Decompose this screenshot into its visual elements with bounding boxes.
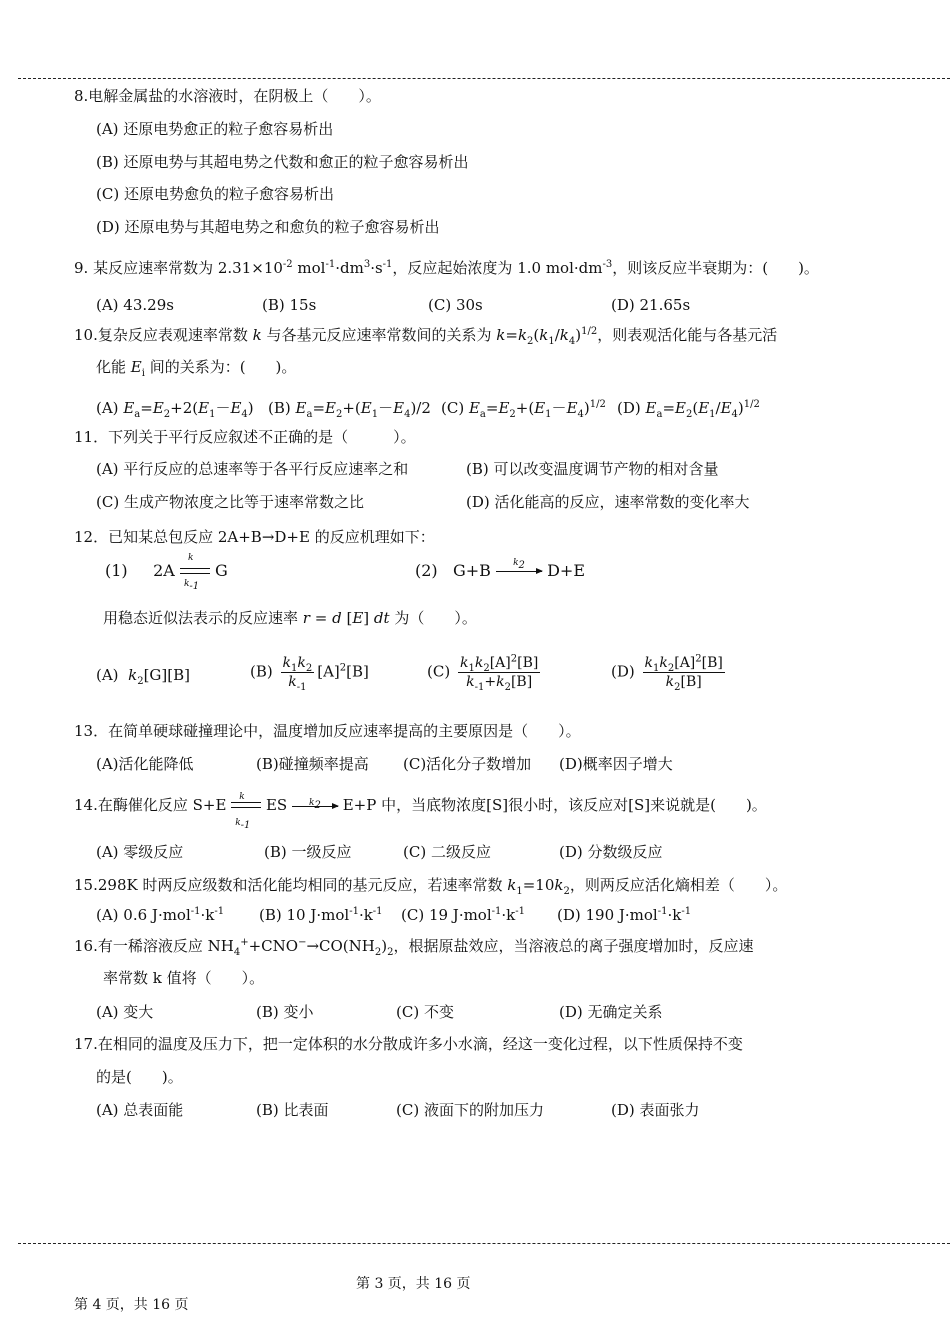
question-10-stem-line2: 化能 $E_i$ 间的关系为：( )。 [96, 358, 297, 379]
question-17-option-b: (B) 比表面 [256, 1101, 329, 1119]
question-12-rate-expression: 用稳态近似法表示的反应速率 r = d [E] dt 为（ ）。 [103, 609, 477, 627]
question-11-option-b: (B) 可以改变温度调节产物的相对含量 [466, 460, 719, 478]
question-12-option-d: (D) $\frac{k_1k_2[A]^2[B]}{k_2[B]}$ [611, 653, 723, 693]
question-15-stem: 15.298K 时两反应级数和活化能均相同的基元反应，若速率常数 $k_1=10k_2$，则两反应活化熵相差（ ）。 [74, 876, 788, 897]
question-13-option-c: (C)活化分子数增加 [403, 755, 532, 773]
question-16-option-b: (B) 变小 [256, 1003, 314, 1021]
question-16-option-d: (D) 无确定关系 [559, 1003, 663, 1021]
question-8-option-a: (A) 还原电势愈正的粒子愈容易析出 [96, 120, 334, 138]
question-16-stem-line2: 率常数 k 值将（ ）。 [103, 969, 265, 987]
question-12-option-b: (B) $\frac{k_1k_2}{k_{-1}}$ $[A]^2[B]$ [250, 655, 369, 693]
question-9-stem: 9. 某反应速率常数为 $2.31\times 10^{-2}$ $mol^{-1}\cdot dm^3\cdot s^{-1}$，反应起始浓度为 1.0 $mol\cdot dm^{-3}$，则该反应半衰期为：( )。 [74, 259, 819, 277]
question-10-stem-line1: 10.复杂反应表观速率常数 k 与各基元反应速率常数间的关系为 $k=k_2(k_1/k_4)^{1/2}$，则表观活化能与各基元活 [74, 326, 778, 347]
question-14-option-d: (D) 分数级反应 [559, 843, 663, 861]
equilibrium-arrow-icon: $\frac{k}{k_{-1}}$ [180, 565, 210, 579]
question-13-option-d: (D)概率因子增大 [559, 755, 673, 773]
question-12-stem: 12．已知某总包反应 2A+B→D+E 的反应机理如下： [74, 528, 435, 546]
question-11-stem: 11．下列关于平行反应叙述不正确的是（ ）。 [74, 428, 416, 446]
equilibrium-arrow-icon: $\frac{k}{k_{-1}}$ [231, 799, 261, 813]
question-14-option-a: (A) 零级反应 [96, 843, 184, 861]
question-14-stem: 14.在酶催化反应 S+E $\frac{k}{k_{-1}}$ ES $k_2$ E+P 中，当底物浓度[S]很小时，该反应对[S]来说就是( )。 [74, 792, 767, 831]
mechanism-step-2: (2) G+B $k_2$ D+E [415, 558, 585, 580]
question-13-option-a: (A)活化能降低 [96, 755, 194, 773]
question-12-option-a: (A) $k_2[G][B]$ [96, 666, 190, 687]
question-9-option-a: (A) 43.29s [96, 296, 174, 314]
question-12-option-c: (C) $\frac{k_1k_2[A]^2[B]}{k_{-1}+k_2[B]}$ [427, 653, 539, 693]
question-13-option-b: (B)碰撞频率提高 [256, 755, 369, 773]
question-17-stem-line2: 的是( )。 [96, 1068, 183, 1086]
forward-arrow-icon: $k_2$ [292, 806, 338, 807]
question-8-option-b: (B) 还原电势与其超电势之代数和愈正的粒子愈容易析出 [96, 153, 469, 171]
mechanism-step-1: (1) 2A $\frac{k}{k_{-1}}$ G [105, 552, 228, 592]
question-10-option-b: (B) $E_a=E_2+(E_1-E_4)/2$ [268, 399, 431, 420]
question-8-stem: 8.电解金属盐的水溶液时，在阴极上（ ）。 [74, 87, 381, 105]
question-16-option-c: (C) 不变 [396, 1003, 454, 1021]
forward-arrow-icon: $k_2$ [496, 571, 542, 572]
question-16-stem-line1: 16.有一稀溶液反应 $NH_4^++CNO^-\to CO(NH_2)_2$，根据原盐效应，当溶液总的离子强度增加时，反应速 [74, 937, 754, 958]
question-17-stem-line1: 17.在相同的温度及压力下，把一定体积的水分散成许多小水滴，经这一变化过程，以下性质保持不变 [74, 1035, 743, 1053]
bottom-dashed-separator [18, 1243, 950, 1244]
question-17-option-a: (A) 总表面能 [96, 1101, 184, 1119]
question-15-option-d: (D) 190 $J\cdot mol^{-1}\cdot k^{-1}$ [557, 906, 692, 924]
question-16-option-a: (A) 变大 [96, 1003, 154, 1021]
page-number-left: 第 4 页，共 16 页 [74, 1297, 189, 1313]
question-15-option-c: (C) 19 $J\cdot mol^{-1}\cdot k^{-1}$ [401, 906, 525, 924]
question-8-option-c: (C) 还原电势愈负的粒子愈容易析出 [96, 185, 334, 203]
question-17-option-d: (D) 表面张力 [611, 1101, 700, 1119]
question-8-option-d: (D) 还原电势与其超电势之和愈负的粒子愈容易析出 [96, 218, 440, 236]
question-11-option-a: (A) 平行反应的总速率等于各平行反应速率之和 [96, 460, 409, 478]
question-11-option-c: (C) 生成产物浓度之比等于速率常数之比 [96, 493, 364, 511]
question-9-option-d: (D) 21.65s [611, 296, 691, 314]
question-9-option-c: (C) 30s [428, 296, 483, 314]
question-14-option-b: (B) 一级反应 [264, 843, 352, 861]
question-13-stem: 13．在简单硬球碰撞理论中，温度增加反应速率提高的主要原因是（ ）。 [74, 722, 581, 740]
question-10-option-a: (A) $E_a=E_2+2(E_1-E_4)$ [96, 399, 254, 420]
page-number-center: 第 3 页，共 16 页 [356, 1276, 471, 1292]
question-15-option-a: (A) 0.6 $J\cdot mol^{-1}\cdot k^{-1}$ [96, 906, 225, 924]
top-dashed-separator [18, 78, 950, 79]
question-11-option-d: (D) 活化能高的反应，速率常数的变化率大 [466, 493, 750, 511]
question-10-option-d: (D) $E_a=E_2(E_1/E_4)^{1/2}$ [617, 399, 760, 420]
question-10-option-c: (C) $E_a=E_2+(E_1-E_4)^{1/2}$ [441, 399, 606, 420]
question-15-option-b: (B) 10 $J\cdot mol^{-1}\cdot k^{-1}$ [259, 906, 383, 924]
question-9-option-b: (B) 15s [262, 296, 317, 314]
question-14-option-c: (C) 二级反应 [403, 843, 491, 861]
question-17-option-c: (C) 液面下的附加压力 [396, 1101, 544, 1119]
